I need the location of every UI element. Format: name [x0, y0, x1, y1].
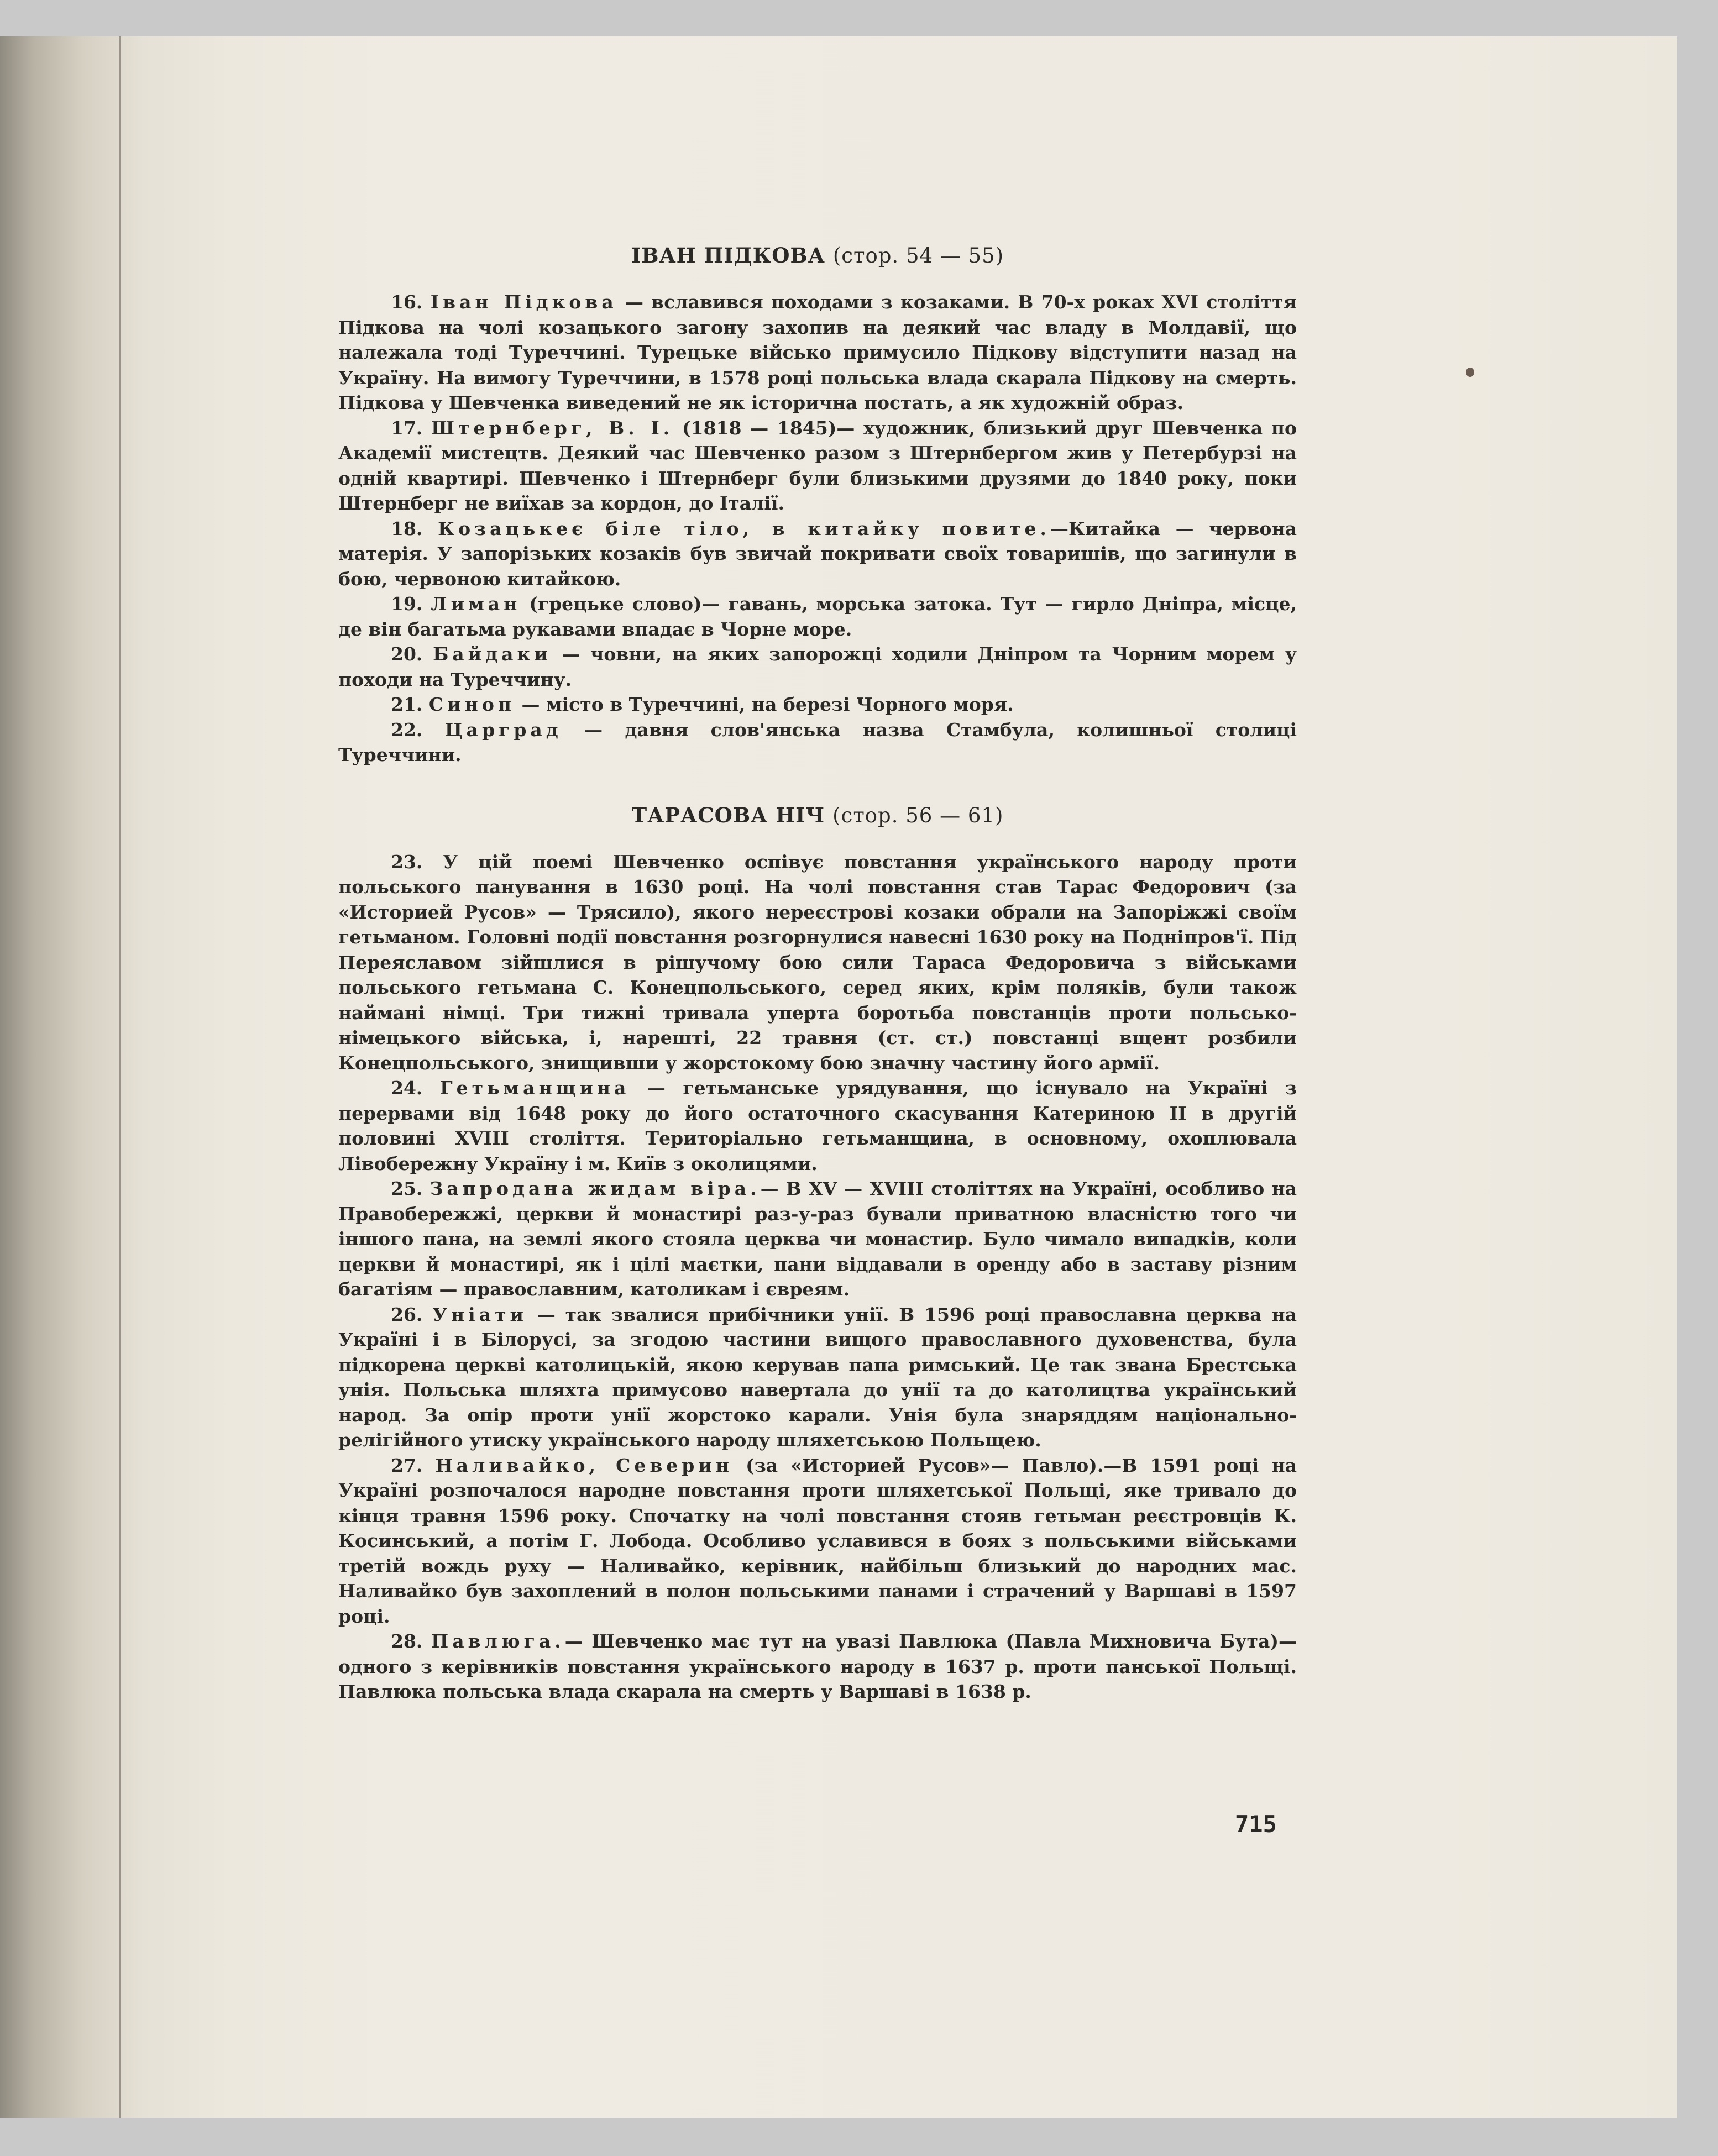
note-28: [338, 1629, 1297, 1704]
note-text: — давня слов'янська назва Стамбула, колишньої столиці Туреччини.: [338, 718, 1297, 765]
page-content: [338, 243, 1297, 1704]
note-20: [338, 642, 1297, 692]
note-term: Штернберг, В. І.: [431, 417, 674, 439]
note-number: 21.: [391, 694, 423, 715]
section-page-range: (стор. 54 — 55): [832, 244, 1004, 267]
note-24: [338, 1076, 1297, 1176]
note-17: [338, 416, 1297, 516]
note-number: 24.: [391, 1077, 423, 1099]
note-number: 26.: [391, 1303, 423, 1325]
note-term: Уніати: [432, 1303, 528, 1325]
note-19: [338, 591, 1297, 642]
section-title-text: ІВАН ПІДКОВА: [631, 243, 825, 267]
note-number: 28.: [391, 1630, 423, 1652]
note-text: У цій поемі Шевченко оспівує повстання українського народу проти польського панування в 1630 році. На чолі повстання став Тарас Федорович (за «Историей Русов» — Трясило), якого нереєстрові козаки обрали на Запоріжжі своїм гетьманом. Головні події повстання розгорнулися навесні 1630 року на Подніпров'ї. Під Переяславом зійшлися в рішучому бою сили Тараса Федоровича з військами польського гетьмана С. Конецпольського, серед яких, крім поляків, були також наймані німці. Три тижні тривала уперта боротьба повстанців проти польсько-німецького війська, і, нарешті, 22 травня (ст. ст.) повстанці вщент розбили Конецпольського, знищивши у жорстокому бою значну частину його армії.: [338, 851, 1297, 1074]
note-term: Іван Підкова: [430, 291, 617, 313]
note-text: — вславився походами з козаками. В 70-х роках XVI століття Підкова на чолі козацького загону захопив на деякий час владу в Молдавії, що належала тоді Туреччині. Турецьке військо примусило Підкову відступити назад на Україну. На вимогу Туреччини, в 1578 році польська влада скарала Підкову на смерть. Підкова у Шевченка виведений не як історична постать, а як художній образ.: [338, 291, 1297, 413]
note-term: Лиман: [431, 593, 521, 615]
note-number: 17.: [391, 417, 423, 439]
note-21: [338, 692, 1297, 717]
note-27: [338, 1453, 1297, 1629]
note-18: [338, 516, 1297, 592]
note-text: — гетьманське урядування, що існувало на Україні з перервами від 1648 року до його остаточного скасування Катериною II в другій половині XVIII століття. Територіально гетьманщина, в основному, охоплювала Лівобережну Україну і м. Київ з околицями.: [338, 1077, 1297, 1174]
note-number: 16.: [391, 291, 423, 313]
note-number: 23.: [391, 851, 423, 873]
note-text: — човни, на яких запорожці ходили Дніпром та Чорним морем у походи на Туреччину.: [338, 643, 1297, 690]
note-term: Царград: [444, 718, 562, 741]
note-text: —Китайка — червона матерія. У запорізьких козаків був звичай покривати своїх товаришів, що загинули в бою, червоною китайкою.: [338, 517, 1297, 590]
note-23: [338, 849, 1297, 1076]
note-number: 19.: [391, 593, 423, 615]
note-text: — так звалися прибічники унії. В 1596 році православна церква на Україні і в Білорусі, за згодою частини вищого православного духовенства, була підкорена церкві католицькій, якою керував папа римський. Це так звана Брестська унія. Польська шляхта примусово навертала до унії та до католицтва український народ. За опір проти унії жорстоко карали. Унія була знаряддям національно-релігійного утиску українського народу шляхетською Польщею.: [338, 1303, 1297, 1451]
note-number: 20.: [391, 643, 423, 665]
note-25: [338, 1176, 1297, 1302]
note-term: Наливайко, Северин: [435, 1454, 733, 1476]
note-16: [338, 290, 1297, 416]
note-22: [338, 717, 1297, 768]
margin-ink-spot: [1466, 368, 1474, 377]
section-title-tarasova-nich: [338, 803, 1297, 827]
note-text: — В XV — XVIII століттях на Україні, особливо на Правобережжі, церкви й монастирі раз-у-раз бували приватною власністю того чи іншого пана, на землі якого стояла церква чи монастир. Було чимало випадків, коли церкви й монастирі, як і цілі маєтки, пани віддавали в оренду або в заставу різним багатіям — православним, католикам і євреям.: [338, 1178, 1297, 1300]
note-term: Запродана жидам віра.: [430, 1178, 761, 1199]
note-text: — Шевченко має тут на увазі Павлюка (Павла Михновича Бута)— одного з керівників повстання українського народу в 1637 р. проти панської Польщі. Павлюка польська влада скарала на смерть у Варшаві в 1638 р.: [338, 1630, 1297, 1702]
note-term: Байдаки: [433, 643, 552, 665]
page-number: 715: [1235, 1811, 1277, 1838]
note-number: 18.: [391, 517, 423, 539]
note-text: (за «Историей Русов»— Павло).—В 1591 році на Україні розпочалося народне повстання проти шляхетської Польщі, яке тривало до кінця травня 1596 року. Спочатку на чолі повстання стояв гетьман реєстровців К. Косинський, а потім Г. Лобода. Особливо уславився в боях з польськими військами третій вождь руху — Наливайко, керівник, найбільш близький до народних мас. Наливайко був захоплений в полон польськими панами і страчений у Варшаві в 1597 році.: [338, 1454, 1297, 1627]
note-number: 27.: [391, 1454, 423, 1476]
note-text: (грецьке слово)— гавань, морська затока. Тут — гирло Дніпра, місце, де він багатьма рукавами впадає в Чорне море.: [338, 593, 1297, 640]
note-text: — місто в Туреччині, на березі Чорного моря.: [521, 694, 1014, 715]
section-page-range: (стор. 56 — 61): [832, 803, 1004, 827]
page-gutter: [119, 36, 121, 2118]
note-term: Козацькеє біле тіло, в китайку повите.: [438, 517, 1050, 539]
section-title-ivan-pidkova: [338, 243, 1297, 267]
note-number: 25.: [391, 1178, 423, 1199]
note-term: Синоп: [428, 694, 515, 715]
note-term: Гетьманщина: [439, 1077, 630, 1099]
section-title-text: ТАРАСОВА НІЧ: [631, 802, 825, 827]
note-text: (1818 — 1845)— художник, близький друг Шевченка по Академії мистецтв. Деякий час Шевченко разом з Штернбергом жив у Петербурзі на одній квартирі. Шевченко і Штернберг були близькими друзями до 1840 року, поки Штернберг не виїхав за кордон, до Італії.: [338, 417, 1297, 514]
note-26: [338, 1302, 1297, 1453]
note-term: Павлюга.: [431, 1630, 565, 1652]
note-number: 22.: [391, 718, 423, 741]
